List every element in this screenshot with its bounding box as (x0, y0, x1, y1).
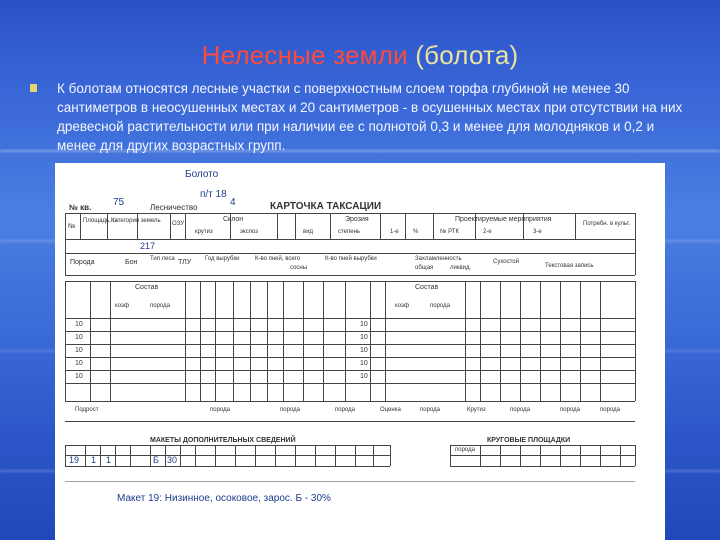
hdr-stumps: К-во пней, всего (255, 256, 301, 262)
hdr-degree: степень (338, 229, 361, 235)
hw-n2: 1 (106, 455, 112, 465)
bullet-icon (30, 84, 37, 92)
hdr-crutd: Крутиз (467, 407, 486, 413)
hw-quarter: 75 (113, 197, 125, 208)
hdr-koef-left: коэф (115, 303, 130, 309)
hdr-krug: КРУГОВЫЕ ПЛОЩАДКИ (487, 437, 571, 444)
hdr-r2: 2-е (483, 229, 492, 235)
hdr-koef-right: коэф (395, 303, 410, 309)
hdr-poroda-right: порода (430, 303, 450, 309)
hdr-sosna: сосны (290, 265, 308, 271)
hdr-total: общая (415, 265, 434, 271)
kv-label: № кв. (69, 203, 92, 212)
hdr-text-rec: Текстовая запись (545, 263, 594, 269)
hdr-proj: Проектируемые мероприятия (455, 216, 552, 223)
taxation-card-image: Болото п/т 18 № кв. 75 Лесничество 4 КАРТОЧКА ТАКСАЦИИ № Площадь, га 217 Категория земель ОЗУ Склон крутиз экспоз Эрозия вид степень Проектируемые мероприятия 1-е % № РТК 2-е 3-е Потребн. в культ. Порода Бон Тип леса ТЛУ Год вырубки К-во пней, всего сосны К-во пней вырубки Захламленность общая ликвид. Сухостой Текстовая запись Состав Состав коэф порода коэф порода 10 10 10 10 10 10 10 10 10 10 Подрост порода порода порода Оценка порода Крутиз порода порода порода МАКЕТЫ ДОПОЛНИТЕЛЬНЫХ СВЕДЕНИЙ КРУГОВЫЕ ПЛОЩАДКИ 19 1 1 Б 30 порода Макет 19: Низинное, осоковое, зарос. Б - 30% (55, 163, 665, 540)
hdr-tlu: ТЛУ (178, 259, 192, 266)
hdr-stage: Подрост (75, 407, 99, 413)
hdr-breed: Порода (70, 259, 95, 266)
hw-model-note: Макет 19: Низинное, осоковое, зарос. Б - 30% (117, 493, 331, 504)
hdr-pct: % (413, 229, 419, 235)
hdr-poroda-krug: порода (455, 447, 475, 453)
card-title: КАРТОЧКА ТАКСАЦИИ (270, 201, 382, 212)
hw-letter: Б (153, 455, 159, 465)
hw-val: 30 (167, 455, 178, 465)
hdr-type: вид (303, 229, 314, 235)
hdr-r1: 1-е (390, 229, 399, 235)
hdr-ozu: ОЗУ (172, 221, 185, 227)
hdr-clutter: Захламленность (415, 256, 462, 262)
hdr-area: Площадь, га (83, 218, 118, 224)
hdr-makety: МАКЕТЫ ДОПОЛНИТЕЛЬНЫХ СВЕДЕНИЙ (150, 437, 296, 444)
hw-plot: п/т 18 (200, 189, 227, 200)
hdr-poroda-5: порода (335, 407, 355, 413)
hdr-expos: экспоз (240, 229, 259, 235)
hw-area: 217 (140, 241, 156, 251)
hw-forestry: 4 (230, 197, 236, 208)
hdr-poroda-left: порода (150, 303, 170, 309)
hdr-kz: К-во пней вырубки (325, 256, 377, 262)
title-paren: (болота) (415, 40, 519, 70)
hdr-poroda-3: порода (210, 407, 230, 413)
hdr-year: Год вырубки (205, 256, 240, 262)
hdr-category: Категория земель (111, 218, 161, 224)
hw-bog: Болото (185, 169, 219, 180)
slide-title (0, 40, 720, 71)
hdr-dry: Сухостой (493, 259, 519, 265)
hdr-poroda-8: порода (560, 407, 580, 413)
hdr-bon: Бон (125, 259, 138, 266)
hw-model-num: 19 (69, 455, 80, 465)
hdr-steep: крутиз (195, 229, 213, 235)
hdr-compo-right: Состав (415, 284, 439, 291)
hdr-poroda-9: порода (600, 407, 620, 413)
hdr-otsen: Оценка (380, 407, 401, 413)
hdr-need: Потребн. в культ. (583, 221, 631, 227)
title-main: Нелесные земли (201, 40, 408, 70)
hdr-compo-left: Состав (135, 284, 159, 291)
hdr-r3: 3-е (533, 229, 542, 235)
hdr-rtk: № РТК (440, 229, 459, 235)
hdr-num: № (68, 223, 76, 230)
forestry-label: Лесничество (150, 203, 198, 212)
hw-n1: 1 (91, 455, 97, 465)
hdr-tl: Тип леса (150, 256, 175, 262)
hdr-erosion: Эрозия (345, 216, 369, 223)
hdr-poroda-6: порода (420, 407, 440, 413)
hdr-liquid: ликвид. (450, 265, 472, 271)
bullet-text: К болотам относятся лесные участки с поверхностным слоем торфа глубиной не менее 30 сантиметров в неосушенных местах и 20 сантиметров - в осушенных местах при отсутствии на них древесной растительности или при наличии ее с полнотой 0,3 и менее для молодняков и 0,2 и менее для других возрастных групп. (57, 81, 683, 153)
hdr-slopes: Склон (223, 216, 244, 223)
hdr-poroda-4: порода (280, 407, 300, 413)
hdr-poroda-7: порода (510, 407, 530, 413)
